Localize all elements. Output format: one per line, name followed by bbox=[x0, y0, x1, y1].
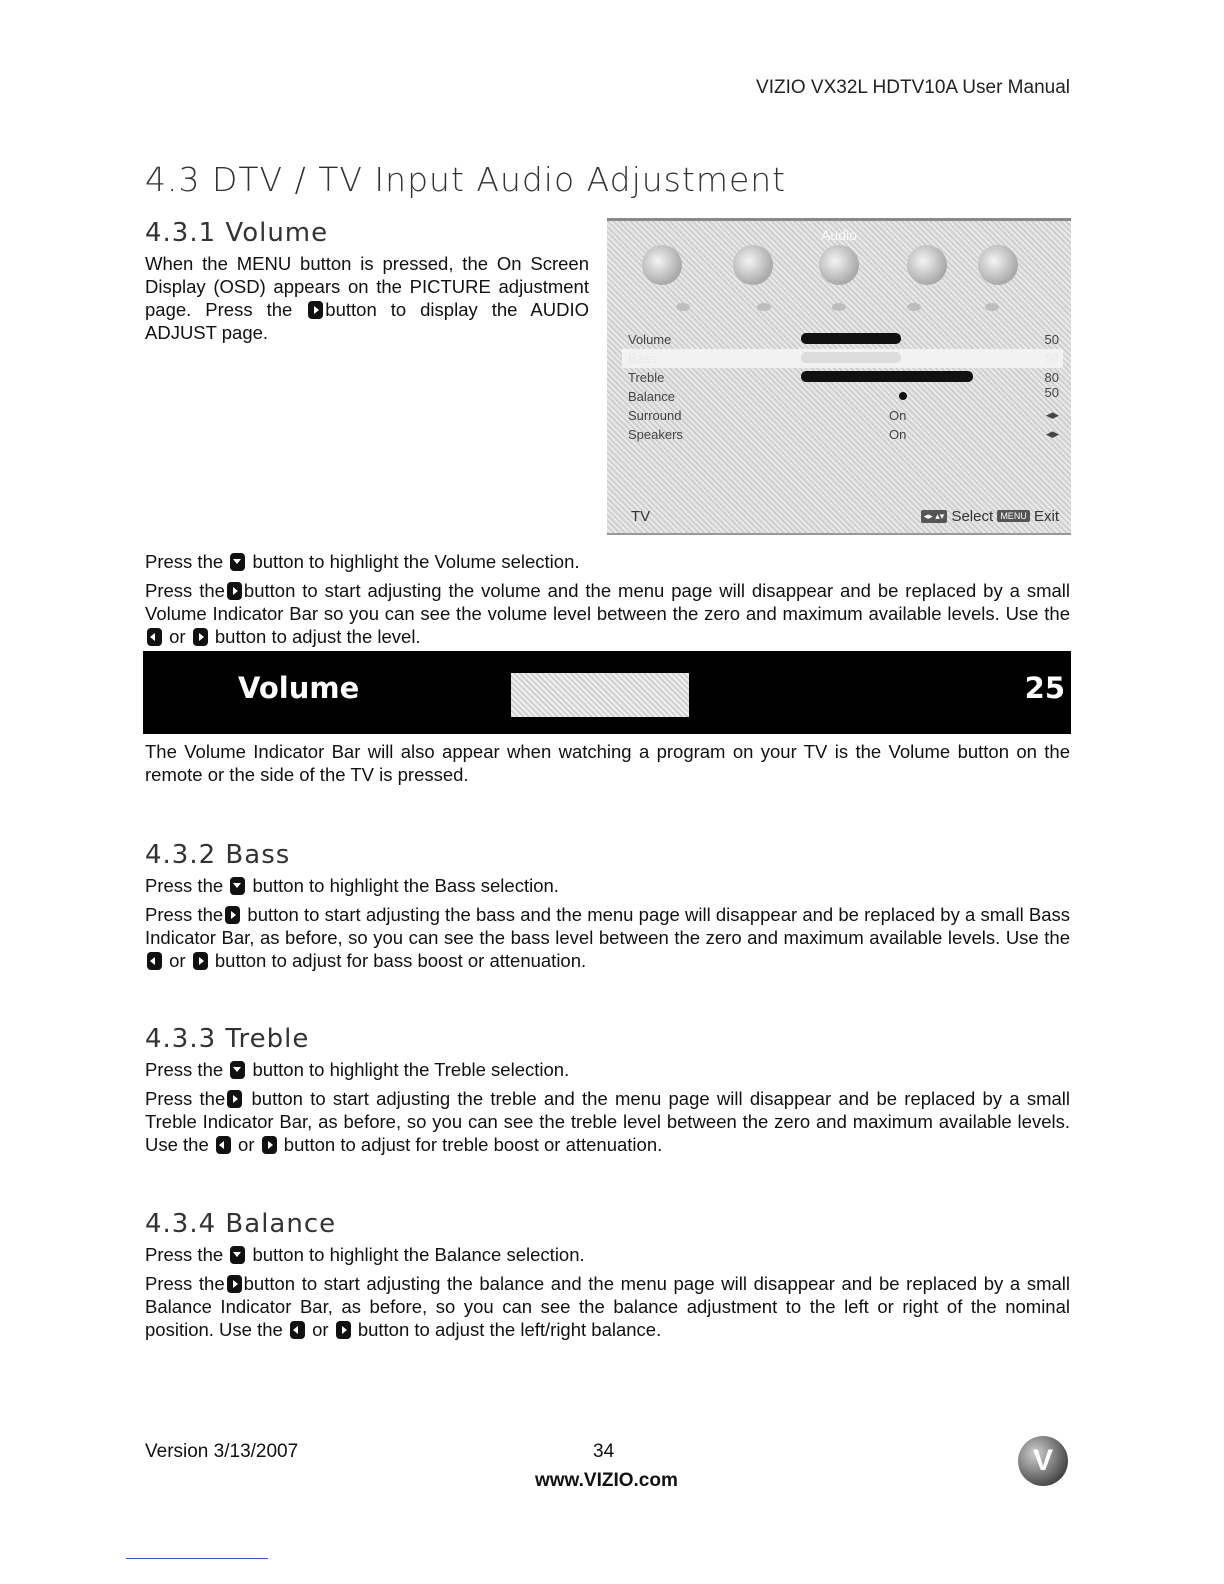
osd-footer-help: ◂▸ ▴▾ Select MENU Exit bbox=[921, 508, 1059, 525]
right-arrow-icon bbox=[193, 952, 208, 970]
volume-bar-label: Volume bbox=[238, 671, 360, 705]
volume-intro: When the MENU button is pressed, the On Screen Display (OSD) appears on the PICTURE adjustment page. Press the button to display the AUDIO ADJUST page. bbox=[145, 253, 590, 343]
tv-icon bbox=[819, 245, 859, 285]
footer-page-number: 34 bbox=[593, 1441, 615, 1462]
volume-indicator-bar bbox=[143, 651, 1071, 734]
vizio-logo-icon: V bbox=[1018, 1436, 1068, 1486]
bass-p1: Press the button to highlight the Bass selection. bbox=[145, 875, 559, 896]
osd-bass-value: 50 bbox=[1044, 351, 1059, 366]
osd-volume-bar bbox=[801, 333, 901, 344]
setup-icon bbox=[907, 245, 947, 285]
volume-p3: The Volume Indicator Bar will also appear when watching a program on your TV is the Volume button on the remote or the side of the TV is pressed. bbox=[145, 741, 1070, 785]
treble-p2: Press the button to start adjusting the treble and the menu page will disappear and be replaced by a small Treble Indicator Bar, as before, so you can see the treble level between the zero and maximum available levels. Use the or button to adjust for treble boost or attenuation. bbox=[145, 1088, 1070, 1155]
arrow-keys-icon: ◂▸ ▴▾ bbox=[921, 510, 948, 523]
down-arrow-icon bbox=[230, 1061, 245, 1079]
osd-row-speakers-label: Speakers bbox=[628, 427, 683, 442]
manual-header: VIZIO VX32L HDTV10A User Manual bbox=[756, 77, 1070, 98]
osd-balance-value: 50 bbox=[1044, 385, 1059, 400]
left-arrow-icon bbox=[290, 1321, 305, 1339]
balance-heading: 4.3.4 Balance bbox=[145, 1209, 337, 1239]
right-arrow-icon bbox=[227, 582, 242, 600]
volume-p1: Press the button to highlight the Volume selection. bbox=[145, 551, 580, 572]
osd-row-treble-label: Treble bbox=[628, 370, 665, 385]
osd-footer-source: TV bbox=[631, 508, 651, 525]
left-arrow-icon bbox=[147, 628, 162, 646]
osd-title: Audio bbox=[821, 227, 857, 243]
right-arrow-icon bbox=[227, 1275, 242, 1293]
osd-row-surround-label: Surround bbox=[628, 408, 682, 423]
down-arrow-icon bbox=[230, 877, 245, 895]
balance-p2: Press the button to start adjusting the balance and the menu page will disappear and be replaced by a small Balance Indicator Bar, as before, so you can see the balance adjustment to the left or right of the nominal position. Use the or button to adjust the left/right balance. bbox=[145, 1273, 1070, 1340]
footer-version: Version 3/13/2007 bbox=[145, 1441, 299, 1462]
right-arrow-icon bbox=[308, 301, 323, 319]
osd-treble-value: 80 bbox=[1044, 370, 1059, 385]
down-arrow-icon bbox=[230, 553, 245, 571]
volume-bar-meter bbox=[511, 673, 689, 717]
volume-heading: 4.3.1 Volume bbox=[145, 218, 329, 248]
volume-bar-value: 25 bbox=[1024, 671, 1065, 705]
right-arrow-icon bbox=[227, 1090, 242, 1108]
osd-speakers-arrows-icon: ◂▸ bbox=[1045, 426, 1059, 441]
osd-bass-bar bbox=[801, 352, 901, 363]
osd-surround-value: On bbox=[889, 408, 907, 423]
left-arrow-icon bbox=[216, 1136, 231, 1154]
right-arrow-icon bbox=[262, 1136, 277, 1154]
section-title: 4.3 DTV / TV Input Audio Adjustment bbox=[145, 160, 787, 199]
osd-row-bass-label: Bass bbox=[628, 351, 657, 366]
osd-treble-bar bbox=[801, 371, 973, 382]
right-arrow-icon bbox=[225, 906, 240, 924]
volume-p2: Press the button to start adjusting the volume and the menu page will disappear and be replaced by a small Volume Indicator Bar so you can see the volume level between the zero and maximum available levels. Use the or button to adjust the level. bbox=[145, 580, 1070, 647]
divider bbox=[126, 1558, 268, 1559]
left-arrow-icon bbox=[147, 952, 162, 970]
audio-icon bbox=[733, 245, 773, 285]
bass-p2: Press the button to start adjusting the bass and the menu page will disappear and be replaced by a small Bass Indicator Bar, as before, so you can see the bass level between the zero and maximum available levels. Use the or button to adjust for bass boost or attenuation. bbox=[145, 904, 1070, 971]
osd-surround-arrows-icon: ◂▸ bbox=[1045, 407, 1059, 422]
treble-heading: 4.3.3 Treble bbox=[145, 1024, 310, 1054]
osd-row-balance-label: Balance bbox=[628, 389, 675, 404]
osd-volume-value: 50 bbox=[1044, 332, 1059, 347]
audio-osd-screenshot bbox=[607, 218, 1071, 535]
osd-balance-marker bbox=[899, 392, 907, 400]
right-arrow-icon bbox=[193, 628, 208, 646]
balance-p1: Press the button to highlight the Balance selection. bbox=[145, 1244, 585, 1265]
treble-p1: Press the button to highlight the Treble selection. bbox=[145, 1059, 570, 1080]
osd-row-volume-label: Volume bbox=[628, 332, 672, 347]
satellite-icon bbox=[978, 245, 1018, 285]
picture-icon bbox=[642, 245, 682, 285]
down-arrow-icon bbox=[230, 1246, 245, 1264]
right-arrow-icon bbox=[336, 1321, 351, 1339]
bass-heading: 4.3.2 Bass bbox=[145, 840, 291, 870]
footer-url[interactable]: www.VIZIO.com bbox=[535, 1470, 678, 1491]
osd-speakers-value: On bbox=[889, 427, 907, 442]
